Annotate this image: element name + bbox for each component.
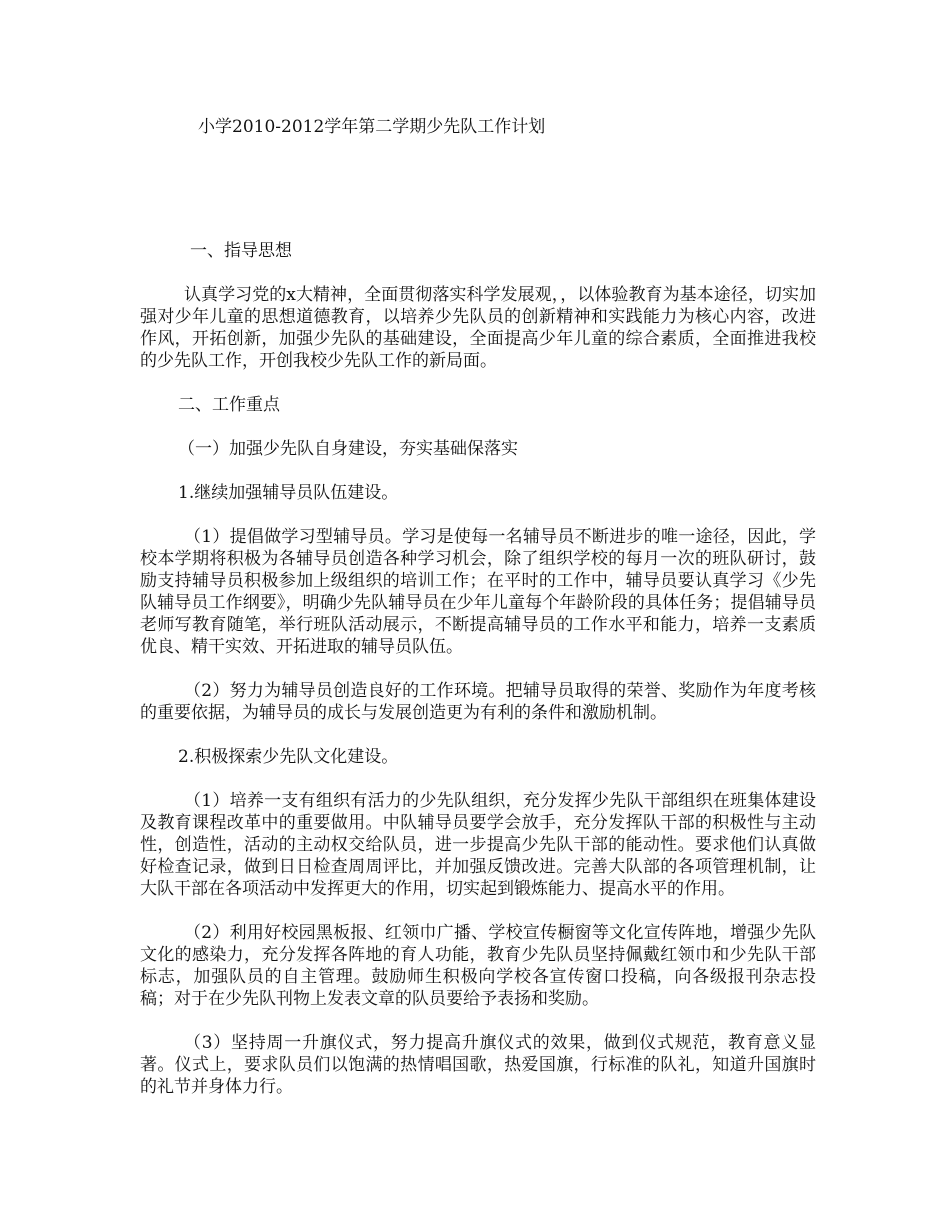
document-title: 小学2010-2012学年第二学期少先队工作计划: [198, 117, 546, 137]
document-body: [140, 240, 816, 1120]
item-heading-counselor-team: 1.继续加强辅导员队伍建设。: [178, 483, 399, 503]
paragraph-work-environment: （2）努力为辅导员创造良好的工作环境。把辅导员取得的荣誉、奖励作为年度考核的重要依据，为辅导员的成长与发展创造更为有利的条件和激励机制。: [140, 681, 816, 723]
subsection-heading-self-building: （一）加强少先队自身建设，夯实基础保落实: [178, 439, 518, 459]
paragraph-learning-counselor: （1）提倡做学习型辅导员。学习是使每一名辅导员不断进步的唯一途径，因此，学校本学期将积极为各辅导员创造各种学习机会，除了组织学校的每月一次的班队研讨，鼓励支持辅导员积极参加上级组织的培训工作；在平时的工作中，辅导员要认真学习《少先队辅导员工作纲要》，明确少先队辅导员在少年儿童每个年龄阶段的具体任务；提倡辅导员老师写教育随笔，举行班队活动展示，不断提高辅导员的工作水平和能力，培养一支素质优良、精干实效、开拓进取的辅导员队伍。: [140, 527, 816, 657]
section-heading-work-focus: 二、工作重点: [178, 395, 280, 415]
paragraph-guiding-ideology: 认真学习党的x大精神，全面贯彻落实科学发展观，，以体验教育为基本途径，切实加强对少年儿童的思想道德教育，以培养少先队员的创新精神和实践能力为核心内容，改进作风，开拓创新，加强少先队的基础建设，全面提高少年儿童的综合素质，全面推进我校的少先队工作，开创我校少先队工作的新局面。: [140, 285, 816, 371]
paragraph-organization: （1）培养一支有组织有活力的少先队组织，充分发挥少先队干部组织在班集体建设及教育课程改革中的重要做用。中队辅导员要学会放手，充分发挥队干部的积极性与主动性，创造性，活动的主动权交给队员，进一步提高少先队干部的能动性。要求他们认真做好检查记录，做到日日检查周周评比，并加强反馈改进。完善大队部的各项管理机制，让大队干部在各项活动中发挥更大的作用，切实起到锻炼能力、提高水平的作用。: [140, 791, 816, 899]
item-heading-culture-building: 2.积极探索少先队文化建设。: [178, 747, 399, 767]
paragraph-publicity: （2）利用好校园黑板报、红领巾广播、学校宣传橱窗等文化宣传阵地，增强少先队文化的感染力，充分发挥各阵地的育人功能，教育少先队员坚持佩戴红领巾和少先队干部标志，加强队员的自主管理。鼓励师生积极向学校各宣传窗口投稿，向各级报刊杂志投稿；对于在少先队刊物上发表文章的队员要给予表扬和奖励。: [140, 923, 816, 1009]
section-heading-guiding-ideology: 一、指导思想: [190, 241, 292, 261]
paragraph-flag-ceremony: （3）坚持周一升旗仪式，努力提高升旗仪式的效果，做到仪式规范，教育意义显著。仪式上，要求队员们以饱满的热情唱国歌，热爱国旗，行标准的队礼，知道升国旗时的礼节并身体力行。: [140, 1033, 816, 1097]
